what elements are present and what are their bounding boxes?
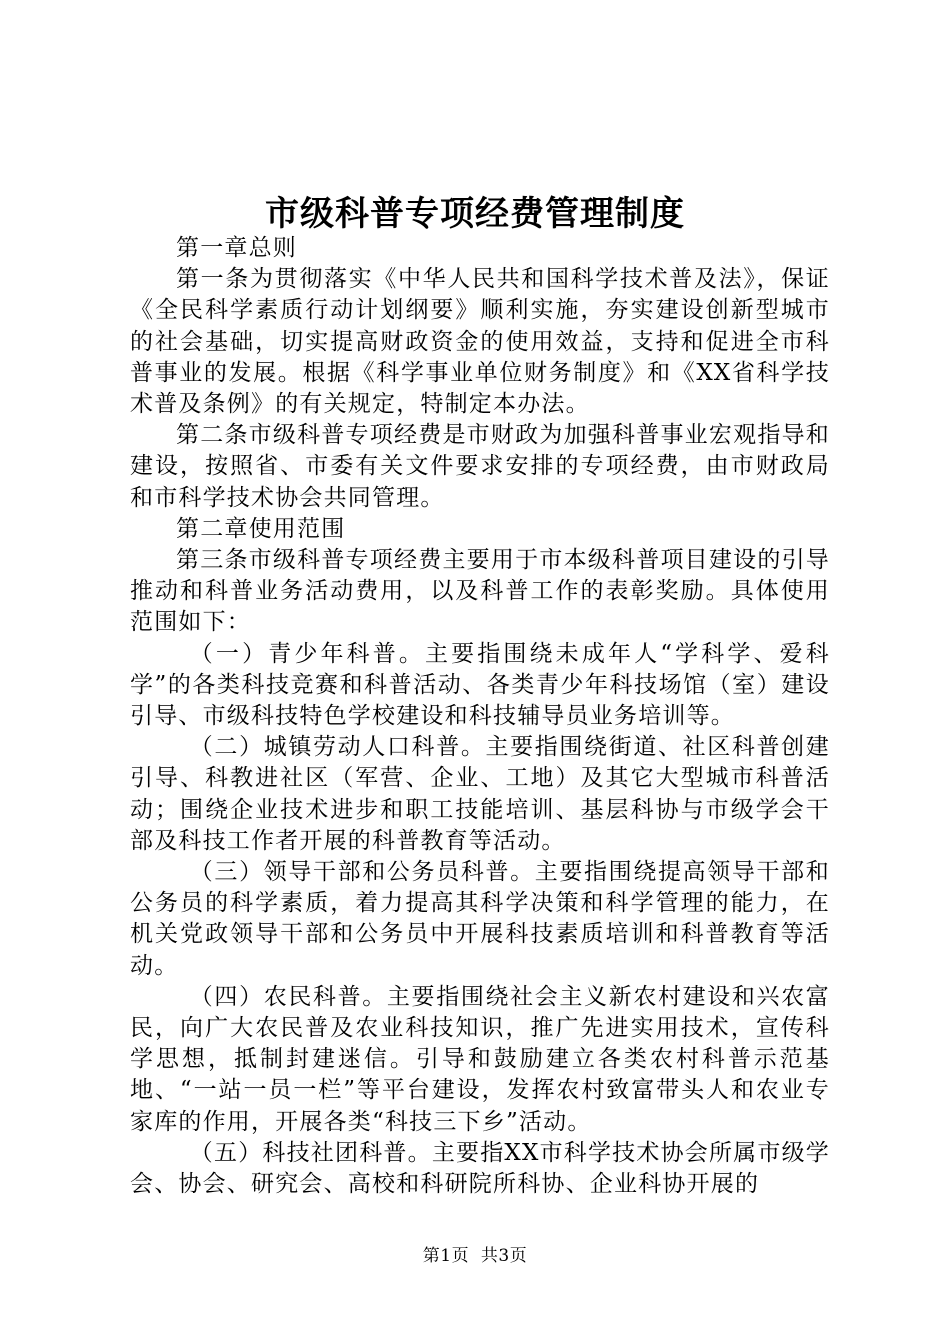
list-item: （三）领导干部和公务员科普。主要指围绕提高领导干部和公务员的科学素质，着力提高其科学决策和科学管理的能力，在机关党政领导干部和公务员中开展科技素质培训和科普教育等活动。 [130,859,830,979]
list-item: （五）科技社团科普。主要指XX市科学技术协会所属市级学会、协会、研究会、高校和科研院所科协、企业科协开展的 [130,1139,830,1198]
article-paragraph: 第二条市级科普专项经费是市财政为加强科普事业宏观指导和建设，按照省、市委有关文件要求安排的专项经费，由市财政局和市科学技术协会共同管理。 [130,422,830,511]
page-number: 第1页 共3页 [422,1246,528,1266]
document-title: 市级科普专项经费管理制度 [265,194,685,234]
list-item: （二）城镇劳动人口科普。主要指围绕街道、社区科普创建引导、科教进社区（军营、企业、工地）及其它大型城市科普活动；围绕企业技术进步和职工技能培训、基层科协与市级学会干部及科技工作者开展的科普教育等活动。 [130,734,830,854]
list-item: （四）农民科普。主要指围绕社会主义新农村建设和兴农富民，向广大农民普及农业科技知识，推广先进实用技术，宣传科学思想，抵制封建迷信。引导和鼓励建立各类农村科普示范基地、“一站一员一栏”等平台建设，发挥农村致富带头人和农业专家库的作用，开展各类“科技三下乡”活动。 [130,983,830,1135]
page-footer [0,1241,950,1266]
chapter-heading: 第一章总则 [176,235,297,261]
list-item: （一）青少年科普。主要指围绕未成年人“学科学、爱科学”的各类科技竞赛和科普活动、各类青少年科技场馆（室）建设引导、市级科技特色学校建设和科技辅导员业务培训等。 [130,640,830,730]
article-paragraph: 第一条为贯彻落实《中华人民共和国科学技术普及法》，保证《全民科学素质行动计划纲要》顺利实施，夯实建设创新型城市的社会基础，切实提高财政资金的使用效益，支持和促进全市科普事业的发展。根据《科学事业单位财务制度》和《XX省科学技术普及条例》的有关规定，特制定本办法。 [130,266,830,418]
document-body [130,233,830,1200]
chapter-heading: 第二章使用范围 [176,515,346,542]
article-paragraph: 第三条市级科普专项经费主要用于市本级科普项目建设的引导推动和科普业务活动费用，以及科普工作的表彰奖励。具体使用范围如下： [130,547,830,636]
